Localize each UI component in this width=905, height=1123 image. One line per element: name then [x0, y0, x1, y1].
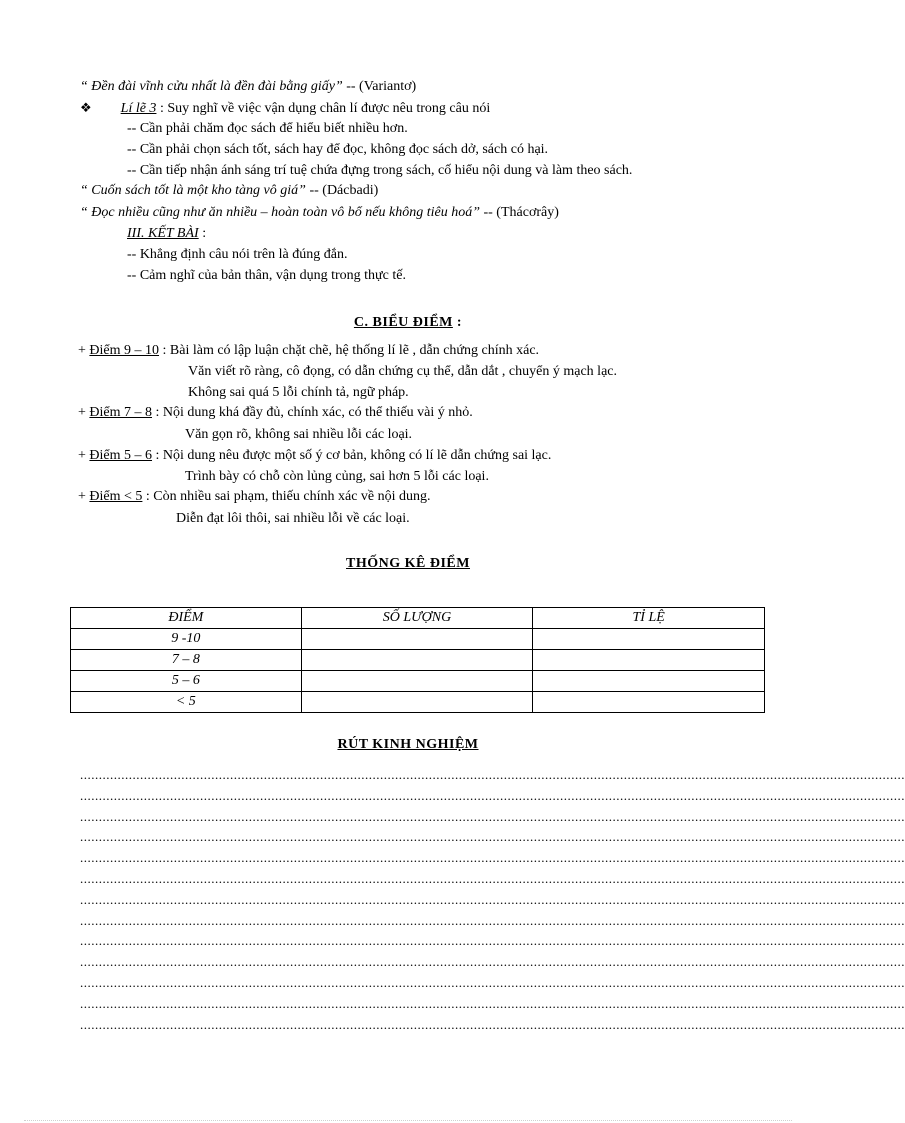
- dotted-writing-line: ............................................................................................................................................................................................................................: [80, 975, 905, 990]
- dotted-writing-line: ............................................................................................................................................................................................................................: [80, 954, 905, 970]
- quote-author: -- (Variantơ): [342, 79, 417, 94]
- quote-dacbadi: [80, 182, 378, 200]
- grade-prefix: +: [78, 489, 90, 504]
- quote-text: “ Đọc nhiều cũng như ăn nhiều – hoàn toàn vô bổ nếu không tiêu hoá”: [80, 205, 480, 220]
- dotted-writing-line: ............................................................................................................................................................................................................................: [80, 767, 905, 782]
- ratio-cell: [533, 629, 765, 650]
- dotted-writing-line: ............................................................................................................................................................................................................................: [80, 829, 905, 845]
- stats-title-text: THỐNG KÊ ĐIỂM: [346, 556, 470, 571]
- point-3-line: -- Cần tiếp nhận ánh sáng trí tuệ chứa đựng trong sách, cố hiểu nội dung và làm theo sách.: [127, 163, 633, 178]
- dotted-writing-line: ............................................................................................................................................................................................................................: [80, 891, 905, 907]
- stats-title: [0, 556, 816, 572]
- score-range-cell: 9 -10: [71, 629, 302, 650]
- grade-desc-line: Văn viết rõ ràng, cô đọng, có dẫn chứng cụ thể, dẫn dắt , chuyển ý mạch lạc.: [188, 364, 617, 379]
- conclusion-colon: :: [198, 226, 207, 241]
- grade-label: Điểm < 5: [89, 489, 143, 504]
- score-range-cell: < 5: [71, 692, 302, 713]
- count-cell: [301, 629, 533, 650]
- quote-thackeray: [80, 204, 559, 222]
- grade-prefix: +: [78, 448, 90, 463]
- experience-title-text: RÚT KINH NGHIỆM: [337, 737, 479, 752]
- count-cell: [301, 692, 533, 713]
- point-3-line: -- Cần phải chăm đọc sách để hiểu biết nhiều hơn.: [127, 121, 408, 136]
- score-stats-table: [70, 607, 765, 713]
- grade-desc-line: Văn gọn rõ, không sai nhiều lỗi các loại.: [185, 427, 413, 442]
- count-cell: [301, 650, 533, 671]
- grade-label: Điểm 9 – 10: [89, 343, 160, 358]
- point-3-line: -- Cần phải chọn sách tốt, sách hay để đọc, không đọc sách dở, sách có hại.: [127, 142, 549, 157]
- grade-desc: : Nội dung nêu được một số ý cơ bản, không có lí lẽ dẫn chứng sai lạc.: [152, 448, 552, 463]
- quote-author: -- (Dácbadi): [305, 183, 379, 198]
- dotted-writing-line: ............................................................................................................................................................................................................................: [80, 871, 905, 886]
- grade-level-7-8: [78, 404, 473, 422]
- conclusion-line: -- Cảm nghĩ của bản thân, vận dụng trong thực tế.: [127, 268, 406, 283]
- grade-desc: : Bài làm có lập luận chặt chẽ, hệ thống lí lẽ , dẫn chứng chính xác.: [159, 343, 540, 358]
- dotted-writing-line: ............................................................................................................................................................................................................................: [80, 912, 905, 928]
- conclusion-line: -- Khẳng định câu nói trên là đúng đắn.: [127, 247, 348, 262]
- grade-prefix: +: [78, 343, 90, 358]
- point-3-text: : Suy nghĩ về việc vận dụng chân lí được nêu trong câu nói: [156, 101, 491, 116]
- grading-title-suffix: :: [452, 315, 463, 330]
- table-header-row: [71, 608, 765, 629]
- grade-level-below-5: [78, 488, 431, 506]
- point-3-label: Lí lẽ 3: [120, 101, 157, 116]
- grade-label: Điểm 5 – 6: [89, 448, 153, 463]
- table-row: [71, 671, 765, 692]
- quote-author: -- (Thácơrây): [479, 205, 559, 220]
- table-row: [71, 629, 765, 650]
- grade-desc-line: Trình bày có chỗ còn lủng củng, sai hơn 5 lỗi các loại.: [185, 469, 489, 484]
- dotted-writing-line: ............................................................................................................................................................................................................................: [80, 933, 905, 949]
- score-range-cell: 5 – 6: [71, 671, 302, 692]
- grade-label: Điểm 7 – 8: [89, 405, 153, 420]
- dotted-writing-line: ............................................................................................................................................................................................................................: [80, 850, 905, 866]
- dotted-writing-line: ............................................................................................................................................................................................................................: [80, 1016, 905, 1032]
- diamond-bullet-icon: ❖: [80, 100, 92, 115]
- grading-title-text: C. BIỂU ĐIỂM: [353, 315, 453, 330]
- score-range-cell: 7 – 8: [71, 650, 302, 671]
- grade-level-5-6: [78, 447, 551, 465]
- quote-variant: [80, 78, 416, 96]
- dotted-writing-line: ............................................................................................................................................................................................................................: [80, 808, 905, 824]
- table-row: [71, 692, 765, 713]
- ratio-cell: [533, 671, 765, 692]
- ratio-cell: [533, 650, 765, 671]
- column-header-score: ĐIỂM: [71, 608, 302, 629]
- column-header-ratio: TỈ LỆ: [533, 608, 765, 629]
- table-row: [71, 650, 765, 671]
- grading-title: [0, 315, 816, 331]
- grade-desc-line: Diễn đạt lôi thôi, sai nhiều lỗi về các loại.: [176, 511, 410, 526]
- quote-text: “ Đền đài vĩnh cửu nhất là đền đài bằng giấy”: [80, 79, 343, 94]
- page-bottom-divider: [24, 1120, 792, 1121]
- dotted-writing-line: ............................................................................................................................................................................................................................: [80, 787, 905, 803]
- point-3-heading: [80, 99, 490, 118]
- grade-desc: : Còn nhiều sai phạm, thiếu chính xác về nội dung.: [142, 489, 431, 504]
- conclusion-heading: [127, 225, 206, 243]
- grade-prefix: +: [78, 405, 90, 420]
- grade-desc-line: Không sai quá 5 lỗi chính tả, ngữ pháp.: [188, 385, 409, 400]
- column-header-count: SỐ LƯỢNG: [301, 608, 533, 629]
- ratio-cell: [533, 692, 765, 713]
- grade-desc: : Nội dung khá đầy đủ, chính xác, có thể thiếu vài ý nhỏ.: [152, 405, 473, 420]
- count-cell: [301, 671, 533, 692]
- dotted-writing-line: ............................................................................................................................................................................................................................: [80, 995, 905, 1011]
- conclusion-title: III. KẾT BÀI: [127, 226, 199, 241]
- experience-title: [0, 737, 816, 753]
- quote-text: “ Cuốn sách tốt là một kho tàng vô giá”: [80, 183, 306, 198]
- grade-level-9-10: [78, 342, 539, 360]
